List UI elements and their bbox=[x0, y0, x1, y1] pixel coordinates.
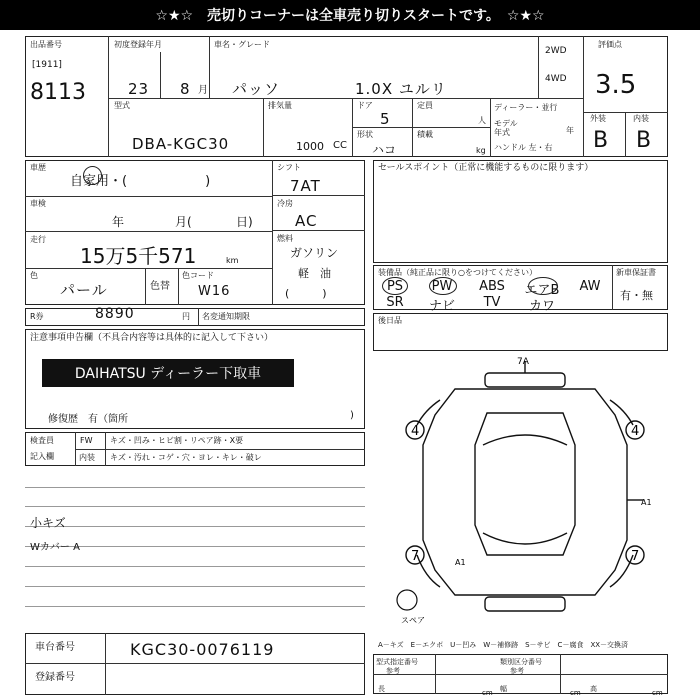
handnote-2: Wカバー A bbox=[30, 542, 80, 553]
windshield-line bbox=[483, 435, 567, 445]
registration-month: 8 bbox=[180, 80, 191, 98]
aircon-label: 冷房 bbox=[277, 199, 293, 208]
diagram-label-rear-left: A1 bbox=[455, 558, 466, 567]
equip-pw: PW bbox=[431, 279, 453, 294]
sales-point-label: セールスポイント（正常に機能するものに限ります） bbox=[378, 163, 594, 173]
chassis-value: KGC30-0076119 bbox=[130, 640, 275, 659]
checker-fw: FW bbox=[80, 436, 93, 445]
top-banner: ☆★☆ 売切りコーナーは全車売り切りスタートです。 ☆★☆ bbox=[0, 0, 700, 30]
inspection-day: 日) bbox=[236, 215, 253, 229]
drive-2wd: 2WD bbox=[545, 46, 567, 56]
manual-label: 新車保証書 bbox=[616, 268, 656, 277]
regnum-label: 登録番号 bbox=[35, 672, 75, 683]
rating-ext: B bbox=[593, 128, 609, 153]
rating-int: B bbox=[636, 128, 652, 153]
dims-width: 幅 bbox=[500, 685, 507, 693]
capacity-unit: 人 bbox=[478, 116, 486, 125]
mileage-unit: km bbox=[226, 256, 239, 265]
doors-value: 5 bbox=[380, 110, 391, 128]
car-grade: 1.0X ユルリ bbox=[355, 80, 447, 98]
recycle-label: R券 bbox=[30, 312, 44, 321]
lot-code: [1911] bbox=[32, 60, 62, 70]
chassis-label: 車台番号 bbox=[35, 642, 75, 653]
inspection-label: 車検 bbox=[30, 199, 46, 208]
fuel-alt: 軽 油 bbox=[298, 267, 331, 280]
manual-value: 有・無 bbox=[620, 289, 653, 302]
diagram-label-right: A1 bbox=[641, 498, 652, 507]
car-name: パッソ bbox=[232, 80, 281, 98]
capacity-label: 定員 bbox=[417, 101, 433, 110]
fuel-label: 燃料 bbox=[277, 234, 293, 243]
aircon-value: AC bbox=[295, 212, 318, 230]
dims-cm-2: cm bbox=[570, 689, 581, 697]
repair-history: 修復歴 有（箇所 bbox=[48, 414, 128, 425]
recycle-row bbox=[25, 308, 365, 326]
body-outline bbox=[423, 389, 627, 595]
dealer-year-unit: 年 bbox=[566, 126, 574, 135]
dealer-handle-label: ハンドル 左・右 bbox=[494, 143, 553, 152]
load-unit: kg bbox=[476, 146, 486, 155]
legend-text: A－キズ E－エクボ U－凹み W－補修跡 S－サビ C－腐食 XX－交換済 bbox=[378, 641, 629, 649]
dims-height: 高 bbox=[590, 685, 597, 693]
recycle-unit: 円 bbox=[182, 312, 190, 321]
rear-window-line bbox=[483, 533, 567, 544]
displacement-label: 排気量 bbox=[268, 101, 292, 110]
equip-navi: ナビ bbox=[428, 299, 455, 314]
doors-label: ドア bbox=[357, 101, 373, 110]
dims-ref-2: 参考 bbox=[510, 667, 524, 675]
dealer-model-label: モデル bbox=[494, 119, 518, 128]
equipment-label: 装備品（純正品に限り○をつけてください） bbox=[378, 268, 537, 277]
registration-month-unit: 月 bbox=[198, 85, 208, 96]
mileage-value: 15万5千571 bbox=[80, 244, 197, 268]
dims-cm-3: cm bbox=[652, 689, 663, 697]
dims-label-1: 型式指定番号 bbox=[376, 658, 418, 666]
checker-label-1: 検査員 bbox=[30, 436, 54, 445]
dims-length: 長 bbox=[378, 685, 385, 693]
equip-leather: カワ bbox=[528, 299, 555, 314]
later-label: 後日品 bbox=[378, 316, 402, 325]
diagram-label-front: 7A bbox=[517, 357, 529, 367]
inspection-year: 年 bbox=[112, 215, 125, 229]
dealer-label: ディーラー・並行 bbox=[494, 103, 558, 112]
checker-naisou-items: キズ・汚れ・コゲ・穴・ヨレ・キレ・破レ bbox=[110, 453, 262, 462]
diagram-label-rl: 7 bbox=[411, 549, 420, 564]
color-code: W16 bbox=[198, 284, 231, 299]
later-box bbox=[373, 313, 668, 351]
checker-naisou: 内装 bbox=[79, 453, 95, 462]
registration-label: 初度登録年月 bbox=[114, 40, 162, 49]
model-label: 型式 bbox=[114, 101, 130, 110]
history-value: 自家用・( ) bbox=[70, 174, 211, 189]
header-grid bbox=[25, 36, 668, 157]
shift-label: シフト bbox=[277, 163, 301, 172]
lot-number: 8113 bbox=[30, 80, 86, 105]
dealer-banner: DAIHATSU ディーラー下取車 bbox=[42, 359, 294, 387]
dims-cm-1: cm bbox=[482, 689, 493, 697]
displacement-unit: CC bbox=[333, 140, 347, 151]
fuel-paren: ( ) bbox=[285, 287, 327, 300]
displacement-value: 1000 bbox=[296, 140, 324, 153]
dims-label-2: 類別区分番号 bbox=[500, 658, 542, 666]
color-code-label: 色コード bbox=[182, 271, 214, 280]
mileage-label: 走行 bbox=[30, 235, 46, 244]
diagram-label-spare: スペア bbox=[401, 616, 425, 625]
body-label: 形状 bbox=[357, 130, 373, 139]
rating-ext-label: 外装 bbox=[590, 114, 606, 123]
notes-label: 注意事項申告欄（不具合内容等は具体的に記入して下さい） bbox=[30, 333, 274, 343]
diagram-label-rr: 7 bbox=[631, 549, 640, 564]
color-value: パール bbox=[60, 281, 108, 299]
car-name-label: 車名・グレード bbox=[214, 40, 270, 49]
diagram-label-fl: 4 bbox=[411, 424, 420, 439]
car-diagram bbox=[395, 355, 670, 625]
equip-tv: TV bbox=[483, 295, 501, 310]
inspection-month: 月( bbox=[175, 215, 192, 229]
equip-airbag: エアB bbox=[524, 283, 560, 298]
rating-score: 3.5 bbox=[595, 70, 637, 100]
handnote-1: 小キズ bbox=[30, 516, 66, 530]
notice-label: 名変通知期限 bbox=[202, 312, 250, 321]
shift-value: 7AT bbox=[290, 177, 321, 195]
equip-ps: PS bbox=[386, 279, 404, 294]
sales-point-box bbox=[373, 160, 668, 263]
rating-int-label: 内装 bbox=[633, 114, 649, 123]
checker-fw-items: キズ・凹み・ヒビ割・リペア跡・X要 bbox=[110, 436, 244, 445]
registration-year: 23 bbox=[128, 80, 150, 98]
body-value: ハコ bbox=[372, 143, 397, 157]
history-label: 車歴 bbox=[30, 163, 46, 172]
equip-aw: AW bbox=[579, 279, 601, 294]
spare-circle bbox=[397, 590, 417, 610]
lot-label: 出品番号 bbox=[30, 40, 62, 49]
color-change-label: 色替 bbox=[150, 281, 170, 292]
recycle-value: 8890 bbox=[95, 306, 135, 322]
load-label: 積載 bbox=[417, 130, 433, 139]
model-value: DBA-KGC30 bbox=[132, 135, 230, 153]
equip-abs: ABS bbox=[479, 279, 505, 294]
diagram-label-fr: 4 bbox=[631, 424, 640, 439]
checker-label-2: 記入欄 bbox=[30, 452, 54, 461]
color-label: 色 bbox=[30, 271, 38, 280]
fuel-value: ガソリン bbox=[290, 246, 339, 260]
dims-ref-1: 参考 bbox=[386, 667, 400, 675]
equip-sr: SR bbox=[386, 295, 404, 310]
drive-4wd: 4WD bbox=[545, 74, 567, 84]
front-bumper bbox=[485, 373, 565, 387]
rear-bumper bbox=[485, 597, 565, 611]
dealer-year-label: 年式 bbox=[494, 128, 510, 137]
rating-label: 評価点 bbox=[598, 40, 622, 49]
